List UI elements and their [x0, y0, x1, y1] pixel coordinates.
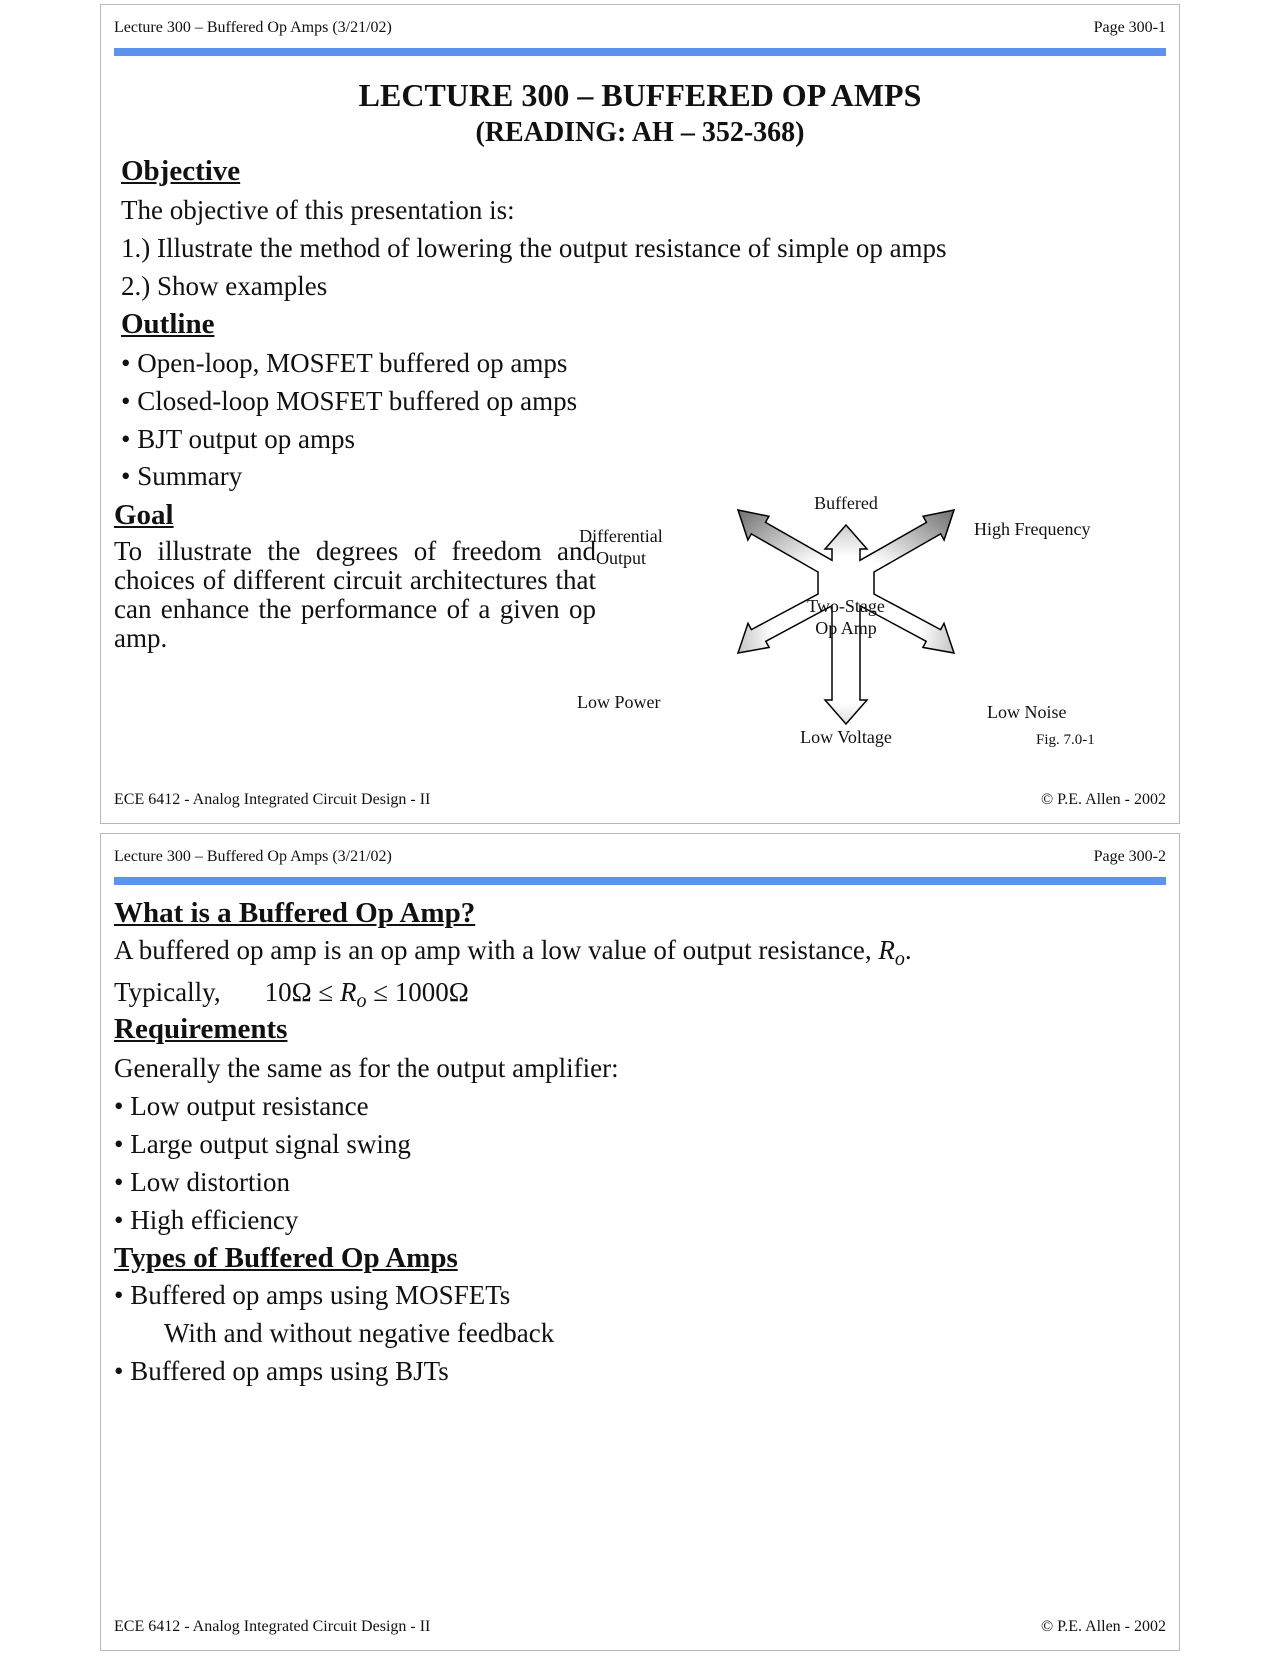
objective-intro: The objective of this presentation is:	[121, 195, 515, 225]
requirement-item: • Low distortion	[114, 1167, 290, 1197]
footer-copyright: © P.E. Allen - 2002	[1040, 791, 1166, 808]
figure-label-low-voltage: Low Voltage	[800, 727, 892, 747]
footer-course: ECE 6412 - Analog Integrated Circuit Design - II	[114, 791, 431, 808]
types-heading: Types of Buffered Op Amps	[114, 1242, 458, 1274]
outline-item: • Summary	[121, 461, 243, 491]
outline-heading: Outline	[121, 308, 215, 340]
outline-item: • Open-loop, MOSFET buffered op amps	[121, 348, 568, 378]
figure-label-high-frequency: High Frequency	[974, 519, 1091, 539]
goal-heading: Goal	[114, 499, 174, 531]
figure-center-label: Two-Stage Op Amp	[807, 596, 885, 638]
footer-course: ECE 6412 - Analog Integrated Circuit Design - II	[114, 1618, 431, 1635]
what-text: A buffered op amp is an op amp with a low value of output resistance, $R_o$.	[114, 935, 912, 970]
slide-page-1	[100, 4, 1180, 824]
goal-text: To illustrate the degrees of freedom and choices of different circuit architectures that can enhance the performance of a given op amp.	[114, 536, 596, 653]
figure-caption: Fig. 7.0-1	[1036, 732, 1095, 748]
what-heading: What is a Buffered Op Amp?	[114, 897, 476, 929]
typical-range: Typically, $10\Omega \le R_o \le 1000\Omega$	[114, 977, 469, 1012]
slide-page-2	[100, 833, 1180, 1651]
types-item: • Buffered op amps using BJTs	[114, 1356, 449, 1386]
requirements-intro: Generally the same as for the output amplifier:	[114, 1053, 619, 1083]
header-page-number: Page 300-2	[1093, 848, 1166, 865]
outline-item: • Closed-loop MOSFET buffered op amps	[121, 386, 578, 416]
objective-heading: Objective	[121, 155, 241, 187]
header-divider-bar	[114, 877, 1166, 885]
slide-title: LECTURE 300 – BUFFERED OP AMPS	[358, 77, 922, 113]
figure-label-low-noise: Low Noise	[987, 702, 1067, 722]
outline-item: • BJT output op amps	[121, 424, 355, 454]
types-item: • Buffered op amps using MOSFETs	[114, 1280, 511, 1310]
header-page-number: Page 300-1	[1093, 19, 1166, 36]
header-lecture-title: Lecture 300 – Buffered Op Amps (3/21/02)	[114, 848, 392, 865]
figure-label-buffered: Buffered	[814, 493, 878, 513]
figure-label-low-power: Low Power	[577, 692, 661, 712]
types-item-detail: With and without negative feedback	[164, 1318, 555, 1348]
requirement-item: • Large output signal swing	[114, 1129, 411, 1159]
requirement-item: • Low output resistance	[114, 1091, 369, 1121]
figure-label-differential-output: Differential Output	[579, 526, 663, 568]
header-lecture-title: Lecture 300 – Buffered Op Amps (3/21/02)	[114, 19, 392, 36]
slide-subtitle: (READING: AH – 352-368)	[475, 117, 805, 148]
requirement-item: • High efficiency	[114, 1205, 299, 1235]
objective-item: 2.) Show examples	[121, 271, 328, 301]
requirements-heading: Requirements	[114, 1013, 288, 1045]
footer-copyright: © P.E. Allen - 2002	[1040, 1618, 1166, 1635]
objective-item: 1.) Illustrate the method of lowering the output resistance of simple op amps	[121, 233, 947, 263]
